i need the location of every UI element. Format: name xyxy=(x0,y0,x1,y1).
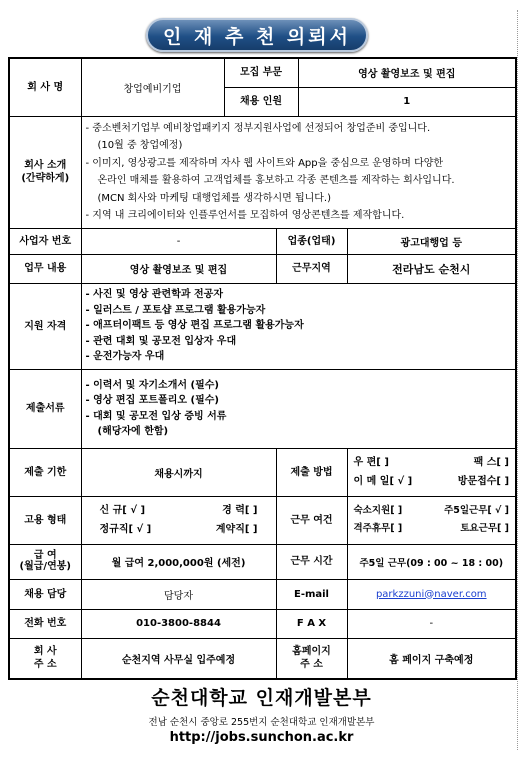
work-hours-value: 주5일 근무(09 : 00 ~ 18 : 00) xyxy=(347,544,516,579)
salary-label xyxy=(9,544,81,579)
housing-option: 숙소지원[ ] xyxy=(353,504,403,516)
experienced-option: 경 력[ ] xyxy=(222,505,258,516)
permanent-option: 정규직[ √ ] xyxy=(99,524,152,535)
intro-line: (10월 중 창업예정) xyxy=(97,140,183,151)
new-hire-option: 신 규[ √ ] xyxy=(99,505,146,516)
salary-label-line2: (월급/연봉) xyxy=(19,560,71,572)
work-conditions-options xyxy=(347,496,516,544)
qualification-item: - 일러스트 / 포토샵 프로그램 활용가능자 xyxy=(85,304,266,316)
qualification-item: - 운전가능자 우대 xyxy=(85,351,165,363)
contact-person-label: 채용 담당 xyxy=(9,579,81,609)
industry-value: 광고대행업 등 xyxy=(347,228,516,254)
company-intro-text xyxy=(81,116,516,228)
company-name-value: 창업예비기업 xyxy=(81,58,224,116)
qualification-item: - 사진 및 영상 관련학과 전공자 xyxy=(85,289,223,301)
job-desc-label: 업무 내용 xyxy=(9,254,81,283)
email-label: E-mail xyxy=(276,579,347,609)
submit-mail-option: 우 편[ ] xyxy=(353,457,389,468)
intro-line: 온라인 매체를 활용하여 고객업체를 홍보하고 각종 콘텐츠를 제작하는 회사입니다. xyxy=(97,175,455,186)
page-edge-guide xyxy=(517,10,518,750)
headcount-value: 1 xyxy=(298,87,516,116)
company-intro-label-line1: 회사 소개 xyxy=(24,160,67,171)
page-title: 인 재 추 천 의뢰서 xyxy=(146,18,368,52)
document-item: - 영상 편집 포트폴리오 (필수) xyxy=(85,395,219,406)
industry-label: 업종(업태) xyxy=(276,228,347,254)
title-banner xyxy=(146,18,368,52)
phone-label: 전화 번호 xyxy=(9,609,81,638)
address-value: 순천지역 사무실 입주예정 xyxy=(81,638,276,679)
intro-line: - 지역 내 크리에이터와 인플루언서를 모집하여 영상콘텐츠를 제작합니다. xyxy=(85,210,405,221)
submit-fax-option: 팩 스[ ] xyxy=(473,457,510,468)
biz-number-value: - xyxy=(81,228,276,254)
homepage-label-line1: 홈페이지 xyxy=(292,646,331,658)
intro-line: - 중소벤처기업부 예비창업패키지 정부지원사업에 선정되어 창업준비 중입니다. xyxy=(85,122,431,134)
location-label: 근무지역 xyxy=(276,254,347,283)
email-link[interactable]: parkzzuni@naver.com xyxy=(375,588,487,600)
salary-value: 월 급여 2,000,000원 (세전) xyxy=(81,544,276,579)
saturday-work-option: 토요근무[ ] xyxy=(460,523,510,534)
recruit-field-label: 모집 부문 xyxy=(224,58,298,87)
document-item: - 이력서 및 자기소개서 (필수) xyxy=(85,379,219,391)
homepage-label xyxy=(276,638,347,679)
address-label xyxy=(9,638,81,679)
contract-option: 계약직[ ] xyxy=(215,524,258,535)
footer-address: 전남 순천시 중앙로 255번지 순천대학교 인재개발본부 xyxy=(148,717,375,728)
submit-method-label: 제출 방법 xyxy=(276,448,347,496)
document-item: (해당자에 한함) xyxy=(97,426,169,437)
qualification-item: - 애프터이팩트 등 영상 편집 프로그램 활용가능자 xyxy=(85,320,304,332)
footer-url[interactable]: http://jobs.sunchon.ac.kr xyxy=(169,730,354,745)
qualification-label: 지원 자격 xyxy=(9,283,81,369)
fax-value: - xyxy=(347,609,516,638)
contact-person-value: 담당자 xyxy=(81,579,276,609)
work-hours-label: 근무 시간 xyxy=(276,544,347,579)
homepage-value: 홈 페이지 구축예정 xyxy=(347,638,516,679)
address-label-line2: 주 소 xyxy=(33,659,57,671)
biz-number-label: 사업자 번호 xyxy=(9,228,81,254)
recommendation-form-table xyxy=(8,57,517,680)
intro-line: - 이미지, 영상광고를 제작하며 자사 웹 사이트와 App을 중심으로 운영하며 다양한 xyxy=(85,157,444,169)
homepage-label-line2: 주 소 xyxy=(300,659,323,671)
documents-list xyxy=(81,369,516,448)
document-item: - 대회 및 공모전 입상 증빙 서류 xyxy=(85,410,227,422)
submit-visit-option: 방문접수[ ] xyxy=(457,476,510,487)
company-intro-label-line2: (간략하게) xyxy=(21,173,70,184)
employment-type-options xyxy=(81,496,276,544)
documents-label: 제출서류 xyxy=(9,369,81,448)
job-desc-value: 영상 촬영보조 및 편집 xyxy=(81,254,276,283)
phone-value: 010-3800-8844 xyxy=(81,609,276,638)
submit-method-options xyxy=(347,448,516,496)
recruit-field-value: 영상 촬영보조 및 편집 xyxy=(298,58,516,87)
qualification-list xyxy=(81,283,516,369)
footer xyxy=(8,679,515,749)
headcount-label: 채용 인원 xyxy=(224,87,298,116)
five-day-option: 주5일근무[ √ ] xyxy=(444,504,510,516)
company-intro-label xyxy=(9,116,81,228)
deadline-label: 제출 기한 xyxy=(9,448,81,496)
footer-org: 순천대학교 인재개발본부 xyxy=(151,687,372,709)
biweekly-off-option: 격주휴무[ ] xyxy=(353,523,403,534)
employment-type-label: 고용 형태 xyxy=(9,496,81,544)
submit-email-option: 이 메 일[ √ ] xyxy=(353,476,413,487)
qualification-item: - 관련 대회 및 공모전 입상자 우대 xyxy=(85,335,237,347)
location-value: 전라남도 순천시 xyxy=(347,254,516,283)
fax-label: F A X xyxy=(276,609,347,638)
intro-line: (MCN 회사와 마케팅 대행업체를 생각하시면 됩니다.) xyxy=(97,192,332,204)
company-name-label: 회 사 명 xyxy=(9,58,81,116)
address-label-line1: 회 사 xyxy=(33,646,57,658)
deadline-value: 채용시까지 xyxy=(81,448,276,496)
email-value xyxy=(347,579,516,609)
work-conditions-label: 근무 여건 xyxy=(276,496,347,544)
salary-label-line1: 급 여 xyxy=(33,550,57,561)
